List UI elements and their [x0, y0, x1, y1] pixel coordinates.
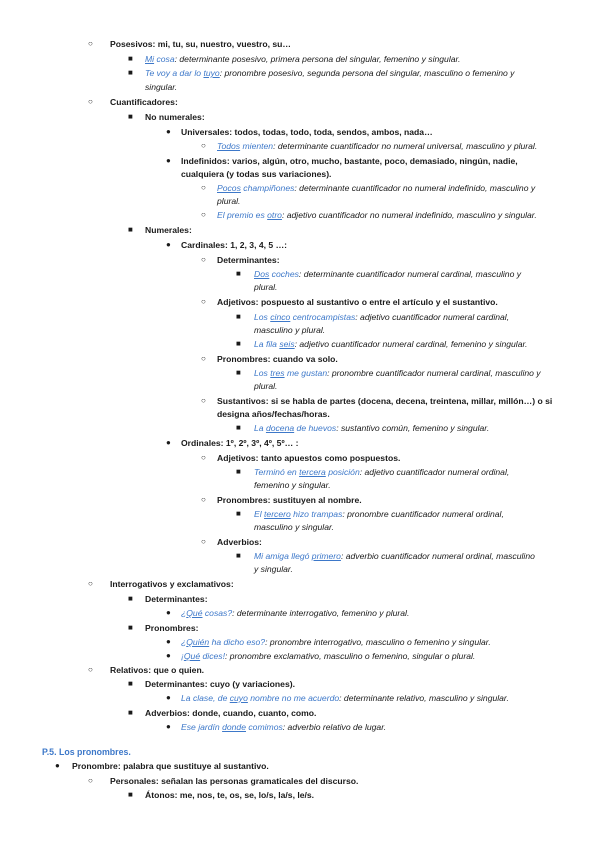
bullet-circle: ○: [201, 210, 206, 219]
relativos-item: Relativos: que o quien.: [110, 665, 205, 675]
cardinales-item: Cardinales: 1, 2, 3, 4, 5 …:: [181, 240, 288, 250]
bullet-square: ■: [128, 790, 133, 799]
bullet-circle: ○: [201, 354, 206, 363]
universales-item: Universales: todos, todas, todo, toda, sendos, ambos, nada…: [181, 127, 433, 137]
example-continuation: masculino y singular.: [254, 522, 334, 532]
sustantivos-continuation: designa años/fechas/horas.: [217, 409, 330, 419]
bullet-square: ■: [128, 708, 133, 717]
example-line: Los cinco centrocampistas: adjetivo cuantificador numeral cardinal,: [254, 312, 510, 322]
example-line: Terminó en tercera posición: adjetivo cuantificador numeral ordinal,: [254, 467, 510, 477]
bullet-square: ■: [236, 509, 241, 518]
bullet-square: ■: [128, 225, 133, 234]
no-numerales-label: No numerales:: [145, 112, 205, 122]
example-continuation: singular.: [145, 82, 178, 92]
example-line: Pocos champiñones: determinante cuantificador no numeral indefinido, masculino y: [217, 183, 536, 193]
indefinidos-continuation: cualquiera (y todas sus variaciones).: [181, 169, 332, 179]
bullet-square: ■: [236, 368, 241, 377]
bullet-square: ■: [236, 312, 241, 321]
example-line: El premio es otro: adjetivo cuantificador no numeral indefinido, masculino y singular.: [217, 210, 537, 220]
example-line: Dos coches: determinante cuantificador numeral cardinal, masculino y: [254, 269, 522, 279]
bullet-circle: ○: [201, 255, 206, 264]
example-line: Ese jardín donde comimos: adverbio relativo de lugar.: [181, 722, 387, 732]
bullet-circle: ○: [201, 495, 206, 504]
bullet-circle: ○: [201, 141, 206, 150]
bullet-disc: ●: [166, 637, 171, 646]
pronombres-item: Pronombres: sustituyen al nombre.: [217, 495, 362, 505]
interrogativos-label: Interrogativos y exclamativos:: [110, 579, 234, 589]
bullet-square: ■: [128, 623, 133, 632]
example-line: Mi amiga llegó primero: adverbio cuantificador numeral ordinal, masculino: [254, 551, 535, 561]
example-line: Todos mienten: determinante cuantificador no numeral universal, masculino y plural.: [217, 141, 538, 151]
example-line: El tercero hizo trampas: pronombre cuantificador numeral ordinal,: [254, 509, 504, 519]
adverbios-item: Adverbios: donde, cuando, cuanto, como.: [145, 708, 317, 718]
bullet-disc: ●: [166, 608, 171, 617]
bullet-square: ■: [128, 54, 133, 63]
pronombres-label: Pronombres:: [145, 623, 199, 633]
cuantificadores-label: Cuantificadores:: [110, 97, 178, 107]
example-line: Te voy a dar lo tuyo: pronombre posesivo, segunda persona del singular, masculino o femenino y: [145, 68, 515, 78]
ordinales-item: Ordinales: 1º, 2º, 3º, 4º, 5º… :: [181, 438, 299, 448]
bullet-square: ■: [128, 68, 133, 77]
bullet-square: ■: [236, 269, 241, 278]
example-continuation: plural.: [254, 282, 278, 292]
example-continuation: plural.: [254, 381, 278, 391]
bullet-square: ■: [128, 594, 133, 603]
atonos-item: Átonos: me, nos, te, os, se, lo/s, la/s, le/s.: [145, 790, 315, 800]
example-line: ¡Qué dices!: pronombre exclamativo, masculino o femenino, singular o plural.: [181, 651, 476, 661]
bullet-circle: ○: [88, 665, 93, 674]
bullet-circle: ○: [88, 97, 93, 106]
example-line: Mi cosa: determinante posesivo, primera persona del singular, femenino y singular.: [145, 54, 461, 64]
indefinidos-item: Indefinidos: varios, algún, otro, mucho, bastante, poco, demasiado, ningún, nadie,: [181, 156, 518, 166]
bullet-square: ■: [128, 679, 133, 688]
example-continuation: plural.: [217, 196, 241, 206]
example-line: Los tres me gustan: pronombre cuantificador numeral cardinal, masculino y: [254, 368, 541, 378]
bullet-square: ■: [236, 467, 241, 476]
example-line: ¿Quién ha dicho eso?: pronombre interrogativo, masculino o femenino y singular.: [181, 637, 491, 647]
example-continuation: masculino y plural.: [254, 325, 326, 335]
example-line: ¿Qué cosas?: determinante interrogativo, femenino y plural.: [181, 608, 410, 618]
bullet-square: ■: [128, 112, 133, 121]
determinantes-item: Determinantes: cuyo (y variaciones).: [145, 679, 295, 689]
determinantes-label: Determinantes:: [217, 255, 280, 265]
adjetivos-item: Adjetivos: pospuesto al sustantivo o entre el artículo y el sustantivo.: [217, 297, 498, 307]
bullet-square: ■: [236, 339, 241, 348]
example-continuation: femenino y singular.: [254, 480, 331, 490]
bullet-circle: ○: [201, 183, 206, 192]
example-line: La clase, de cuyo nombre no me acuerdo: determinante relativo, masculino y singular.: [181, 693, 509, 703]
section-heading: P.5. Los pronombres.: [42, 747, 131, 757]
example-line: La docena de huevos: sustantivo común, femenino y singular.: [254, 423, 490, 433]
bullet-disc: ●: [166, 722, 171, 731]
bullet-disc: ●: [166, 438, 171, 447]
bullet-disc: ●: [166, 651, 171, 660]
pronombres-item: Pronombres: cuando va solo.: [217, 354, 338, 364]
bullet-disc: ●: [166, 693, 171, 702]
numerales-label: Numerales:: [145, 225, 192, 235]
bullet-disc: ●: [55, 761, 60, 770]
bullet-circle: ○: [201, 396, 206, 405]
bullet-disc: ●: [166, 127, 171, 136]
bullet-circle: ○: [201, 453, 206, 462]
bullet-circle: ○: [201, 537, 206, 546]
bullet-circle: ○: [201, 297, 206, 306]
bullet-square: ■: [236, 423, 241, 432]
pronombre-item: Pronombre: palabra que sustituye al sustantivo.: [72, 761, 269, 771]
bullet-circle: ○: [88, 776, 93, 785]
bullet-disc: ●: [166, 240, 171, 249]
sustantivos-item: Sustantivos: si se habla de partes (docena, decena, treintena, millar, millón…) o si: [217, 396, 553, 406]
bullet-disc: ●: [166, 156, 171, 165]
posesivos-item: Posesivos: mi, tu, su, nuestro, vuestro, su…: [110, 39, 292, 49]
determinantes-label: Determinantes:: [145, 594, 208, 604]
example-line: La fila seis: adjetivo cuantificador numeral cardinal, femenino y singular.: [254, 339, 528, 349]
adverbios-label: Adverbios:: [217, 537, 262, 547]
bullet-circle: ○: [88, 579, 93, 588]
bullet-circle: ○: [88, 39, 93, 48]
personales-item: Personales: señalan las personas gramaticales del discurso.: [110, 776, 359, 786]
example-continuation: y singular.: [254, 564, 293, 574]
adjetivos-item: Adjetivos: tanto apuestos como pospuestos.: [217, 453, 401, 463]
bullet-square: ■: [236, 551, 241, 560]
